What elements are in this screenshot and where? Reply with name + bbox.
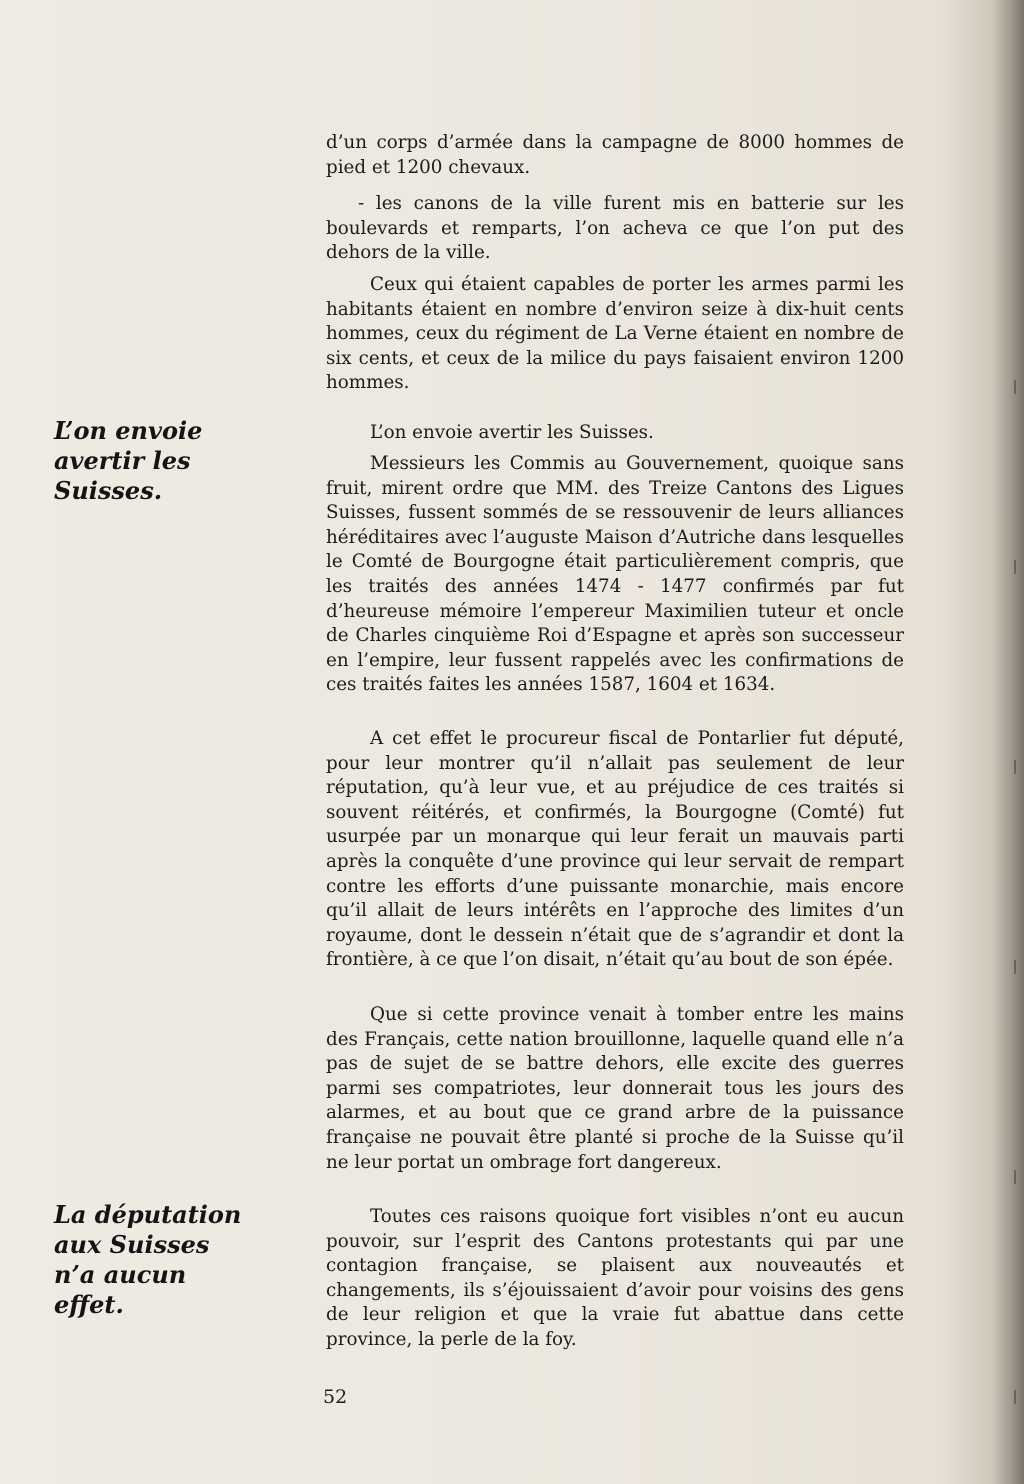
paragraph-text: - les canons de la ville furent mis en batterie sur les boulevards et remparts, l’on acheva ce que l’on put des dehors de la ville. <box>326 193 904 264</box>
paragraph-text: Toutes ces raisons quoique fort visibles n’ont eu aucun pouvoir, sur l’esprit des Cantons protestants qui par une contagion française, se plaisent aux nouveautés et changements, ils s’éjouissaient d’avoir pour voisins des gens de leur religion et que la vraie fut abattue dans cette province, la perle de la foy. <box>326 1206 904 1350</box>
binding-mark <box>1014 960 1016 974</box>
binding-mark <box>1014 560 1016 574</box>
binding-mark <box>1014 760 1016 774</box>
paragraph-text: L’on envoie avertir les Suisses. <box>370 422 654 443</box>
book-binding-shadow <box>990 0 1024 1484</box>
paragraph <box>326 192 904 266</box>
paragraph <box>326 727 904 973</box>
margin-note-warn-swiss: L’on envoie avertir les Suisses. <box>54 416 203 505</box>
paragraph-text: d’un corps d’armée dans la campagne de 8000 hommes de pied et 1200 chevaux. <box>326 132 904 178</box>
paragraph-text: Que si cette province venait à tomber entre les mains des Français, cette nation brouillonne, laquelle quand elle n’a pas de sujet de se battre dehors, elle excite des guerres parmi ses compatriotes, leur donnerait tous les jours des alarmes, et au bout que ce grand arbre de la puissance française ne pouvait être planté si proche de la Suisse qu’il ne leur portat un ombrage fort dangereux. <box>326 1004 904 1173</box>
page-number: 52 <box>323 1386 348 1408</box>
paragraph-text: A cet effet le procureur fiscal de Pontarlier fut député, pour leur montrer qu’il n’allait pas seulement de leur réputation, qu’à leur vue, et au préjudice de ces traités si souvent réitérés, et confirmés, la Bourgogne (Comté) fut usurpée par un monarque qui leur ferait un mauvais parti après la conquête d’une province qui leur servait de rempart contre les efforts d’une puissante monarchie, mais encore qu’il allait de leurs intérêts en l’approche des limites d’un royaume, dont le dessein n’était que de s’agrandir et dont la frontière, à ce que l’on disait, n’était qu’au bout de son épée. <box>326 728 904 971</box>
paragraph <box>326 1205 904 1353</box>
paragraph-text: Messieurs les Commis au Gouvernement, quoique sans fruit, mirent ordre que MM. des Treize Cantons des Ligues Suisses, fussent sommés de se ressouvenir de leurs alliances héréditaires avec l’auguste Maison d’Autriche dans lesquelles le Comté de Bourgogne était particulièrement compris, que les traités des années 1474 - 1477 confirmés par fut d’heureuse mémoire l’empereur Maximilien tuteur et oncle de Charles cinquième Roi d’Espagne et après son successeur en l’empire, leur fussent rappelés avec les confirmations de ces traités faites les années 1587, 1604 et 1634. <box>326 453 904 696</box>
paragraph <box>326 273 904 396</box>
paragraph <box>326 1003 904 1175</box>
binding-mark <box>1014 380 1016 394</box>
paragraph <box>326 421 904 446</box>
paragraph <box>326 452 904 698</box>
paragraph-text: Ceux qui étaient capables de porter les armes parmi les habitants étaient en nombre d’environ seize à dix-huit cents hommes, ceux du régiment de La Verne étaient en nombre de six cents, et ceux de la milice du pays faisaient environ 1200 hommes. <box>326 274 904 394</box>
paragraph <box>326 131 904 180</box>
binding-mark <box>1014 1170 1016 1184</box>
margin-note-deputation: La députation aux Suisses n’a aucun effet. <box>54 1200 242 1319</box>
binding-mark <box>1014 1390 1016 1404</box>
